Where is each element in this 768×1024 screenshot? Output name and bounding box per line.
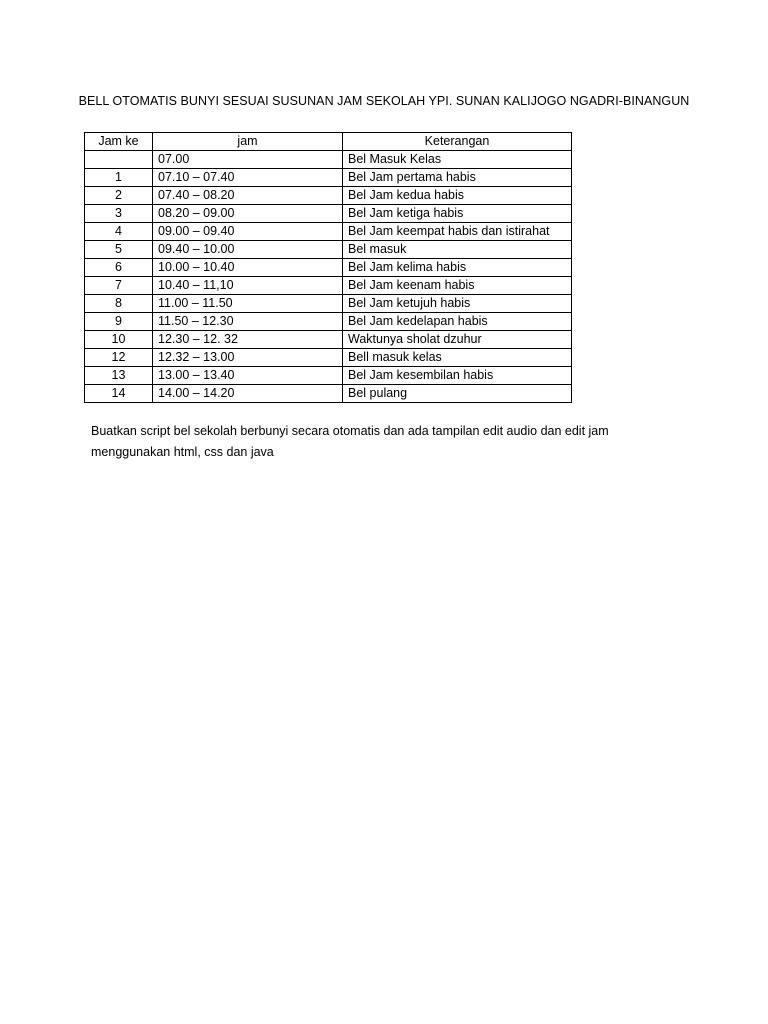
table-row [85,385,572,403]
cell-keterangan: Bel pulang [343,385,572,403]
cell-keterangan: Bel Jam kedua habis [343,187,572,205]
instruction-line-1: Buatkan script bel sekolah berbunyi secara otomatis dan ada tampilan edit audio dan edit jam [91,424,609,438]
header-keterangan: Keterangan [343,133,572,151]
cell-keterangan: Bel Jam kesembilan habis [343,367,572,385]
cell-jam-ke: 4 [85,223,153,241]
table-row [85,313,572,331]
table-row [85,169,572,187]
cell-keterangan: Bel masuk [343,241,572,259]
cell-jam-ke: 9 [85,313,153,331]
cell-keterangan: Bel Jam keempat habis dan istirahat [343,223,572,241]
table-row [85,205,572,223]
cell-jam-ke: 5 [85,241,153,259]
table-row [85,223,572,241]
table-row [85,187,572,205]
table-row [85,151,572,169]
table-row [85,349,572,367]
cell-keterangan: Bel Jam kedelapan habis [343,313,572,331]
cell-jam-ke [85,151,153,169]
cell-keterangan: Bel Jam kelima habis [343,259,572,277]
instruction-line-2: menggunakan html, css dan java [91,445,274,459]
cell-jam-ke: 8 [85,295,153,313]
table-row [85,277,572,295]
cell-keterangan: Bell masuk kelas [343,349,572,367]
cell-jam: 13.00 – 13.40 [153,367,343,385]
instruction-paragraph [91,421,691,463]
cell-jam: 12.32 – 13.00 [153,349,343,367]
cell-jam: 10.40 – 11,10 [153,277,343,295]
cell-jam: 11.50 – 12.30 [153,313,343,331]
table-header-row [85,133,572,151]
table-row [85,241,572,259]
cell-keterangan: Bel Jam pertama habis [343,169,572,187]
cell-jam: 07.10 – 07.40 [153,169,343,187]
cell-jam-ke: 1 [85,169,153,187]
header-jam-ke: Jam ke [85,133,153,151]
cell-jam: 12.30 – 12. 32 [153,331,343,349]
cell-jam: 08.20 – 09.00 [153,205,343,223]
cell-jam: 11.00 – 11.50 [153,295,343,313]
cell-keterangan: Bel Jam ketiga habis [343,205,572,223]
table-row [85,331,572,349]
table-row [85,295,572,313]
bell-schedule-table [84,132,572,403]
cell-jam: 07.00 [153,151,343,169]
cell-jam-ke: 3 [85,205,153,223]
cell-jam: 07.40 – 08.20 [153,187,343,205]
cell-jam-ke: 6 [85,259,153,277]
cell-keterangan: Bel Jam ketujuh habis [343,295,572,313]
table-row [85,367,572,385]
cell-jam-ke: 14 [85,385,153,403]
cell-jam-ke: 2 [85,187,153,205]
cell-keterangan: Bel Masuk Kelas [343,151,572,169]
cell-keterangan: Bel Jam keenam habis [343,277,572,295]
cell-jam: 10.00 – 10.40 [153,259,343,277]
cell-jam-ke: 7 [85,277,153,295]
cell-jam: 09.00 – 09.40 [153,223,343,241]
cell-jam-ke: 10 [85,331,153,349]
cell-keterangan: Waktunya sholat dzuhur [343,331,572,349]
cell-jam-ke: 12 [85,349,153,367]
cell-jam: 14.00 – 14.20 [153,385,343,403]
cell-jam: 09.40 – 10.00 [153,241,343,259]
document-title: BELL OTOMATIS BUNYI SESUAI SUSUNAN JAM SEKOLAH YPI. SUNAN KALIJOGO NGADRI-BINANGUN [78,94,690,108]
cell-jam-ke: 13 [85,367,153,385]
header-jam: jam [153,133,343,151]
table-row [85,259,572,277]
